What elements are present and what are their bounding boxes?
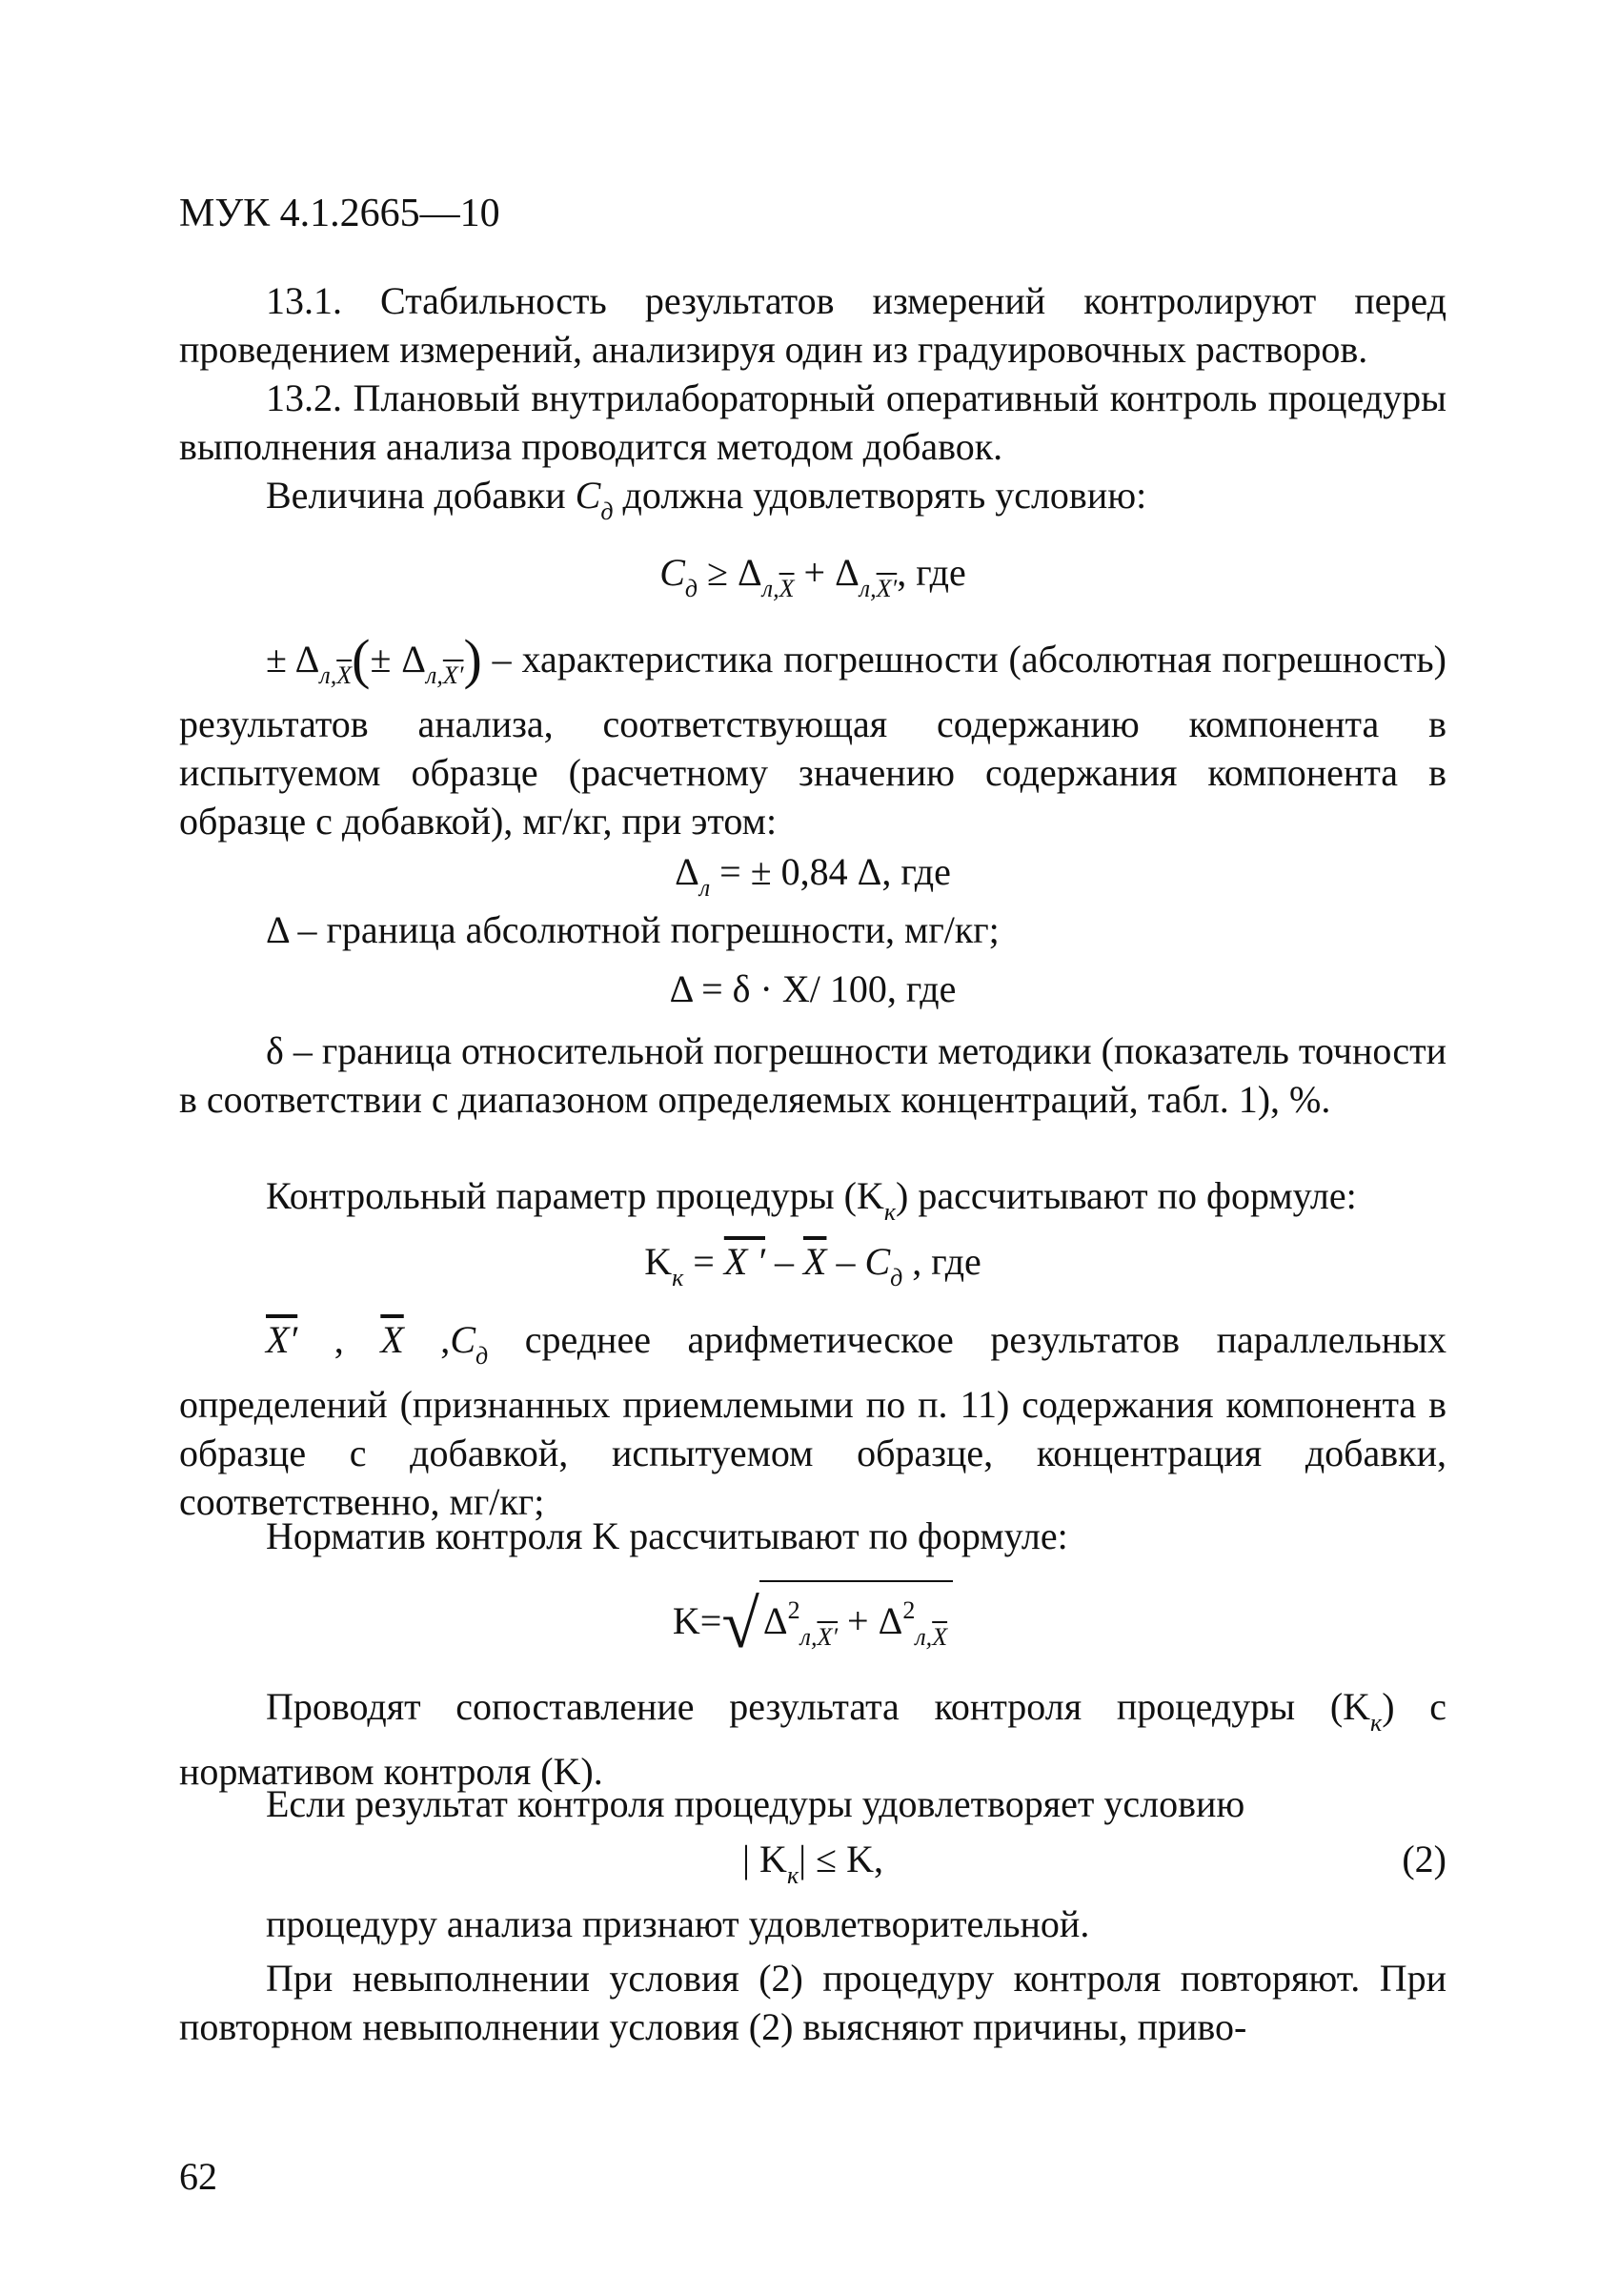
- formula-kk: $K_к = X$ ′ – $\overline{X} - C_д$ , где: [644, 1240, 981, 1291]
- paragraph-condition: Если результат контроля процедуры удовлетворяет условию: [266, 1782, 1245, 1825]
- formula-delta: Δ = δ · X/ 100, где: [669, 967, 957, 1010]
- formula-delta-l: $\Delta_л$ = ± 0,84 Δ, где: [675, 850, 951, 902]
- paragraph-satisfactory: процедуру анализа признают удовлетворительной.: [266, 1902, 1090, 1945]
- paragraph-relative-error: δ – граница относительной погрешности методики (показатель точности в соответствии с диапазоном определяемых концентраций, табл. 1), %.: [179, 1029, 1446, 1121]
- paragraph-absolute-error: Δ – граница абсолютной погрешности, мг/кг;: [266, 908, 1000, 951]
- paragraph-comparison: Проводят сопоставление результата контроля процедуры $(K_к)$ с нормативом контроля (K).: [179, 1685, 1447, 1793]
- formula-additive-condition: $C_д \ge \Delta_{л,\overline{X}} + \Delta_{л,X'}$, где: [659, 551, 966, 602]
- paragraph-control-parameter: Контрольный параметр процедуры $(K_к)$ рассчитывают по формуле:: [266, 1174, 1357, 1226]
- paragraph-13-2: 13.2. Плановый внутрилабораторный оперативный контроль процедуры выполнения анализа проводится методом добавок.: [179, 376, 1446, 468]
- paragraph-control-norm: Норматив контроля K рассчитывают по формуле:: [266, 1514, 1068, 1557]
- formula-condition-2: | $K_к| \le K$, (2): [179, 1835, 1446, 1900]
- equation-number: (2): [1402, 1838, 1446, 1880]
- formula-k: K=√ $\Delta^2_{л,X'} + \Delta^2_{л,\overline{X}}$: [179, 1580, 1446, 1661]
- paragraph-repeat: При невыполнении условия (2) процедуру контроля повторяют. При повторном невыполнении условия (2) выясняют причины, приво-: [179, 1957, 1446, 2048]
- paragraph-13-1: 13.1. Стабильность результатов измерений контролируют перед проведением измерений, анализируя один из градуировочных растворов.: [179, 279, 1446, 371]
- paragraph-mean-values: X′ , $\overline{X}$ $,C_д$ среднее арифметическое результатов параллельных определений (признанных приемлемыми по п. 11) содержания компонента в образце с добавкой, испытуемом образце, концентрация добавки, соответственно, мг/кг;: [179, 1318, 1447, 1523]
- page-number: 62: [179, 2155, 217, 2198]
- paragraph-additive-value: Величина добавки $C_д$ должна удовлетворять условию:: [266, 474, 1147, 525]
- document-id: МУК 4.1.2665—10: [179, 192, 500, 235]
- paragraph-error-characteristic: ± $\Delta_{л,\overline{X}}(\pm \Delta_{л,X'})$ – характеристика погрешности (абсолютная погрешность) результатов анализа, соответствующая содержанию компонента в испытуемом образце (расчетному значению содержания компонента в образце с добавкой), мг/кг, при этом:: [179, 628, 1446, 843]
- document-header: [179, 191, 1446, 236]
- symbol-c: C: [575, 474, 601, 517]
